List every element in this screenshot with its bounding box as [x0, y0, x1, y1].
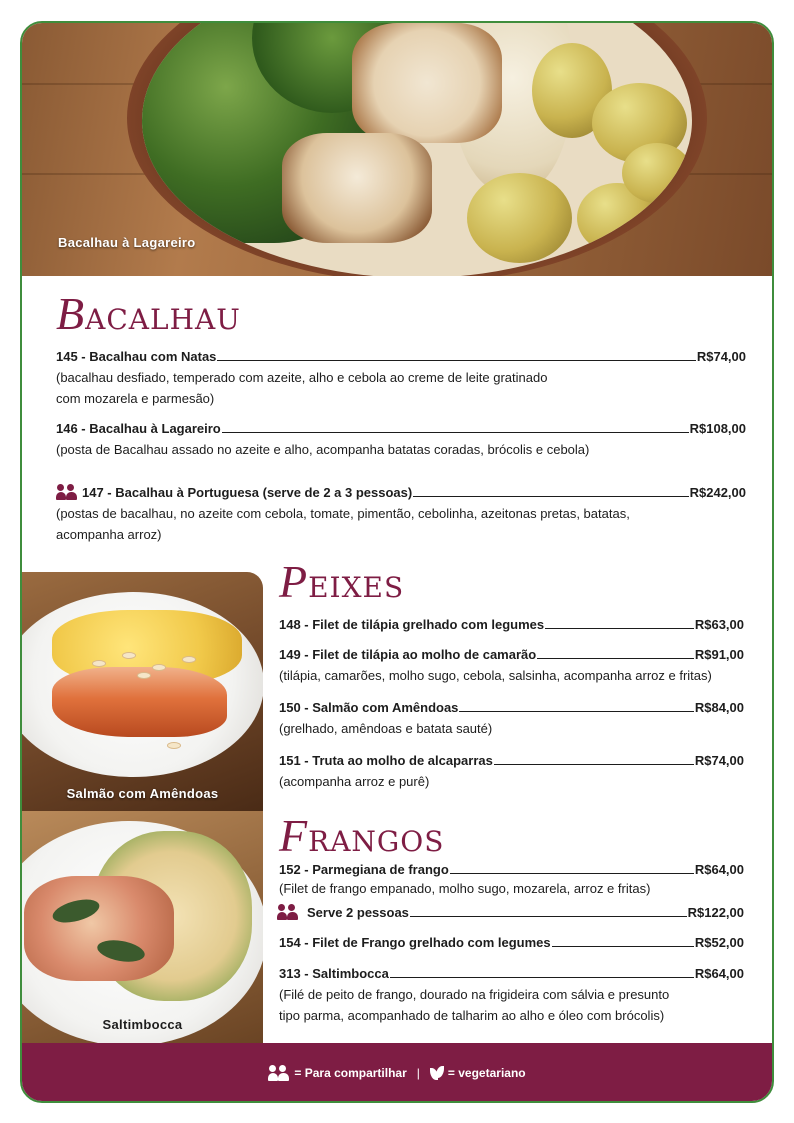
item-description: (postas de bacalhau, no azeite com cebola, tomate, pimentão, cebolinha, azeitonas pretas, batatas,: [56, 506, 630, 521]
item-name: 150 - Salmão com Amêndoas: [279, 700, 459, 715]
footer-legend: [22, 1043, 772, 1103]
menu-item: [279, 862, 744, 898]
menu-item: [279, 966, 744, 1026]
people-share-icon: [56, 484, 78, 500]
item-price: R$108,00: [689, 421, 746, 436]
item-name: 154 - Filet de Frango grelhado com legumes: [279, 935, 551, 950]
section-title-frangos: FRANGOS: [279, 810, 445, 861]
item-name: 147 - Bacalhau à Portuguesa (serve de 2 a 3 pessoas): [82, 485, 413, 500]
menu-item: [277, 904, 744, 920]
menu-item: [279, 647, 744, 686]
item-price: R$64,00: [694, 862, 744, 877]
item-name: 152 - Parmegiana de frango: [279, 862, 449, 877]
section-title-bacalhau: BACALHAU: [56, 288, 241, 339]
section-title-peixes: PEIXES: [279, 556, 405, 607]
item-price: R$242,00: [689, 485, 746, 500]
item-description: (acompanha arroz e purê): [279, 774, 430, 789]
item-price: R$64,00: [694, 966, 744, 981]
item-description: (posta de Bacalhau assado no azeite e alho, acompanha batatas coradas, brócolis e cebola): [56, 442, 590, 457]
item-name: 151 - Truta ao molho de alcaparras: [279, 753, 493, 768]
menu-page: [20, 21, 774, 1103]
salmon-photo: [22, 572, 263, 811]
item-name: 146 - Bacalhau à Lagareiro: [56, 421, 221, 436]
item-price: R$74,00: [696, 349, 746, 364]
item-description: acompanha arroz): [56, 527, 162, 542]
item-price: R$52,00: [694, 935, 744, 950]
item-description: (grelhado, amêndoas e batata sauté): [279, 721, 493, 736]
menu-item: [56, 484, 746, 545]
item-description: (tilápia, camarões, molho sugo, cebola, salsinha, acompanha arroz e fritas): [279, 668, 712, 683]
menu-item: [279, 617, 744, 632]
people-share-icon: [268, 1065, 290, 1081]
item-price: R$122,00: [687, 905, 744, 920]
share-legend: = Para compartilhar: [294, 1066, 407, 1080]
menu-item: [279, 700, 744, 739]
item-description: (Filé de peito de frango, dourado na frigideira com sálvia e presunto: [279, 987, 670, 1002]
item-name: 149 - Filet de tilápia ao molho de camarão: [279, 647, 537, 662]
item-name: 313 - Saltimbocca: [279, 966, 389, 981]
salmon-caption: Salmão com Amêndoas: [66, 786, 219, 801]
item-description: (bacalhau desfiado, temperado com azeite, alho e cebola ao creme de leite gratinado: [56, 370, 548, 385]
item-price: R$84,00: [694, 700, 744, 715]
menu-item: [279, 935, 744, 950]
item-name: 148 - Filet de tilápia grelhado com legumes: [279, 617, 545, 632]
people-share-icon: [277, 904, 299, 920]
item-description: (Filet de frango empanado, molho sugo, mozarela, arroz e fritas): [279, 881, 651, 896]
menu-item: [279, 753, 744, 792]
hero-photo: [22, 23, 772, 276]
hero-caption: Bacalhau à Lagareiro: [58, 235, 196, 250]
item-price: R$91,00: [694, 647, 744, 662]
saltimbocca-photo: [22, 811, 263, 1043]
menu-item: [56, 421, 746, 460]
leaf-icon: [430, 1066, 444, 1080]
legend-separator: |: [416, 1066, 420, 1080]
item-price: R$74,00: [694, 753, 744, 768]
item-description: com mozarela e parmesão): [56, 391, 215, 406]
saltimbocca-caption: Saltimbocca: [102, 1017, 183, 1032]
item-description: tipo parma, acompanhado de talharim ao alho e óleo com brócolis): [279, 1008, 665, 1023]
menu-item: [56, 349, 746, 409]
veg-legend: = vegetariano: [447, 1066, 526, 1080]
item-price: R$63,00: [694, 617, 744, 632]
item-name: Serve 2 pessoas: [307, 905, 409, 920]
item-name: 145 - Bacalhau com Natas: [56, 349, 217, 364]
